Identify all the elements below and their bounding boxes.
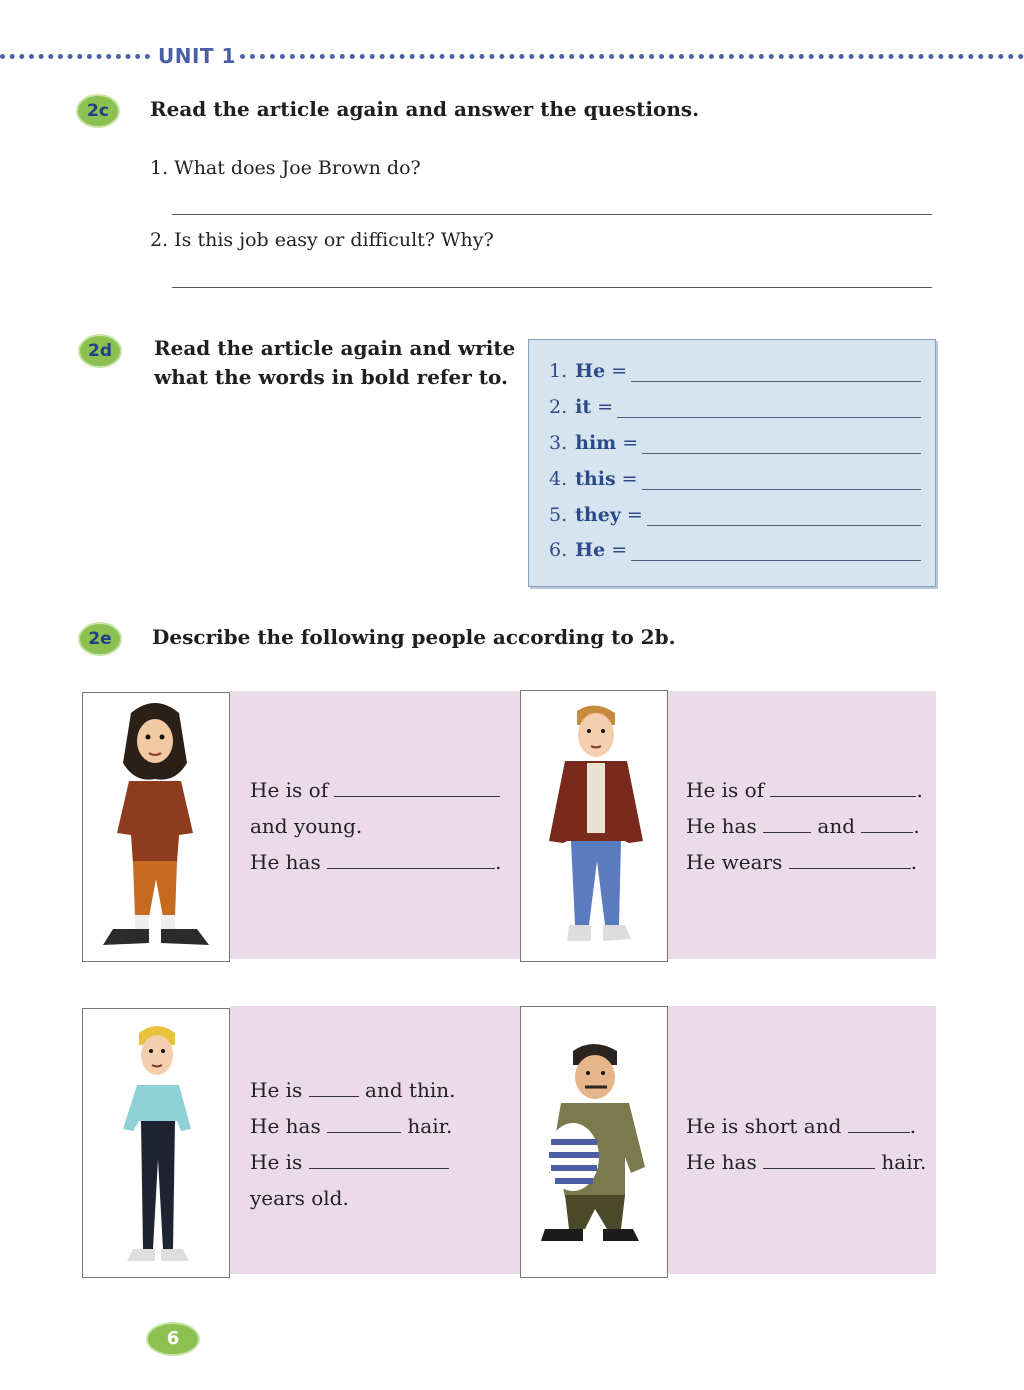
reference-word: He <box>575 360 606 382</box>
sentence-fragment: He has <box>250 1114 321 1138</box>
answer-blank[interactable] <box>309 1150 449 1169</box>
sentence-fragment: He is short and <box>686 1114 842 1138</box>
thin-blond-boy-illustration <box>83 1009 229 1277</box>
sentence-fragment: and <box>817 814 856 838</box>
answer-line-2[interactable] <box>172 287 932 288</box>
answer-blank[interactable] <box>789 850 911 869</box>
answer-blank[interactable] <box>309 1078 359 1097</box>
description-line <box>250 772 510 808</box>
sentence-fragment: and thin. <box>365 1078 456 1102</box>
reference-word: this <box>575 468 616 490</box>
sentence-fragment: hair. <box>881 1150 927 1174</box>
sentence-fragment: and young. <box>250 814 363 838</box>
description-text-2 <box>686 772 926 880</box>
description-line <box>250 844 510 880</box>
sentence-fragment: He is <box>250 1078 303 1102</box>
reference-item-3 <box>549 432 921 454</box>
sentence-fragment: He is of <box>686 778 765 802</box>
short-stout-man-illustration <box>521 1007 667 1277</box>
reference-answer-line[interactable] <box>631 365 921 382</box>
person-picture-2 <box>520 690 668 962</box>
reference-answer-line[interactable] <box>647 509 921 526</box>
reference-word: they <box>575 504 621 526</box>
answer-blank[interactable] <box>334 778 500 797</box>
section-2c-title: Read the article again and answer the questions. <box>150 97 700 121</box>
answer-blank[interactable] <box>770 778 916 797</box>
answer-line-1[interactable] <box>172 214 932 215</box>
description-line <box>686 1108 931 1144</box>
answer-blank[interactable] <box>861 814 913 833</box>
answer-blank[interactable] <box>327 850 495 869</box>
reference-answer-line[interactable] <box>631 544 921 561</box>
sentence-fragment: He is <box>250 1150 303 1174</box>
reference-item-5 <box>549 504 921 526</box>
section-2e-title: Describe the following people according to 2b. <box>152 625 676 649</box>
page-number: 6 <box>148 1324 198 1354</box>
reference-answer-line[interactable] <box>617 401 921 418</box>
description-line <box>250 1108 510 1144</box>
reference-num: 2. <box>549 396 568 418</box>
punctuation: . <box>916 778 923 802</box>
reference-equals: = <box>597 396 614 418</box>
punctuation: . <box>495 850 502 874</box>
description-line <box>250 1072 510 1108</box>
answer-blank[interactable] <box>848 1114 910 1133</box>
sentence-fragment: hair. <box>407 1114 453 1138</box>
reference-word: it <box>575 396 592 418</box>
reference-answer-line[interactable] <box>642 473 921 490</box>
person-picture-4 <box>520 1006 668 1278</box>
reference-equals: = <box>611 360 628 382</box>
section-badge-2e: 2e <box>80 624 120 654</box>
person-picture-3 <box>82 1008 230 1278</box>
description-line <box>250 1144 510 1180</box>
reference-answer-line[interactable] <box>642 437 921 454</box>
reference-num: 5. <box>549 504 568 526</box>
reference-word: He <box>575 539 606 561</box>
reference-equals: = <box>611 539 628 561</box>
reference-num: 4. <box>549 468 568 490</box>
sentence-fragment: He wears <box>686 850 783 874</box>
description-line <box>686 844 926 880</box>
answer-blank[interactable] <box>763 1150 875 1169</box>
reference-equals: = <box>621 468 638 490</box>
reference-equals: = <box>626 504 643 526</box>
description-line <box>686 808 926 844</box>
section-2d-title-line2: what the words in bold refer to. <box>154 365 508 389</box>
reference-num: 3. <box>549 432 568 454</box>
question-2: 2. Is this job easy or difficult? Why? <box>150 229 494 251</box>
sentence-fragment: He has <box>250 850 321 874</box>
sentence-fragment: He has <box>686 814 757 838</box>
section-badge-2c: 2c <box>78 96 118 126</box>
reference-item-2 <box>549 396 921 418</box>
description-text-1 <box>250 772 510 880</box>
header-dotted-line-right <box>240 54 1024 59</box>
section-2d-title-line1: Read the article again and write <box>154 336 516 360</box>
reference-item-6 <box>549 539 921 561</box>
long-haired-boy-illustration <box>83 693 229 961</box>
reference-item-4 <box>549 468 921 490</box>
section-badge-2d: 2d <box>80 336 120 366</box>
answer-blank[interactable] <box>327 1114 401 1133</box>
sentence-fragment: years old. <box>250 1186 349 1210</box>
description-line <box>686 1144 931 1180</box>
punctuation: . <box>910 850 918 874</box>
description-text-4 <box>686 1108 931 1180</box>
question-1: 1. What does Joe Brown do? <box>150 157 421 179</box>
reference-word: him <box>575 432 617 454</box>
boy-in-jacket-illustration <box>521 691 667 961</box>
punctuation: . <box>909 1114 917 1138</box>
reference-equals: = <box>622 432 639 454</box>
punctuation: . <box>913 814 920 838</box>
unit-label: UNIT 1 <box>158 44 236 68</box>
description-text-3 <box>250 1072 510 1216</box>
person-picture-1 <box>82 692 230 962</box>
header-dotted-line-left <box>0 54 150 59</box>
sentence-fragment: He is of <box>250 778 329 802</box>
reference-box <box>528 339 936 587</box>
reference-num: 6. <box>549 539 568 561</box>
reference-num: 1. <box>549 360 568 382</box>
sentence-fragment: He has <box>686 1150 757 1174</box>
reference-item-1 <box>549 360 921 382</box>
answer-blank[interactable] <box>763 814 811 833</box>
description-line <box>686 772 926 808</box>
